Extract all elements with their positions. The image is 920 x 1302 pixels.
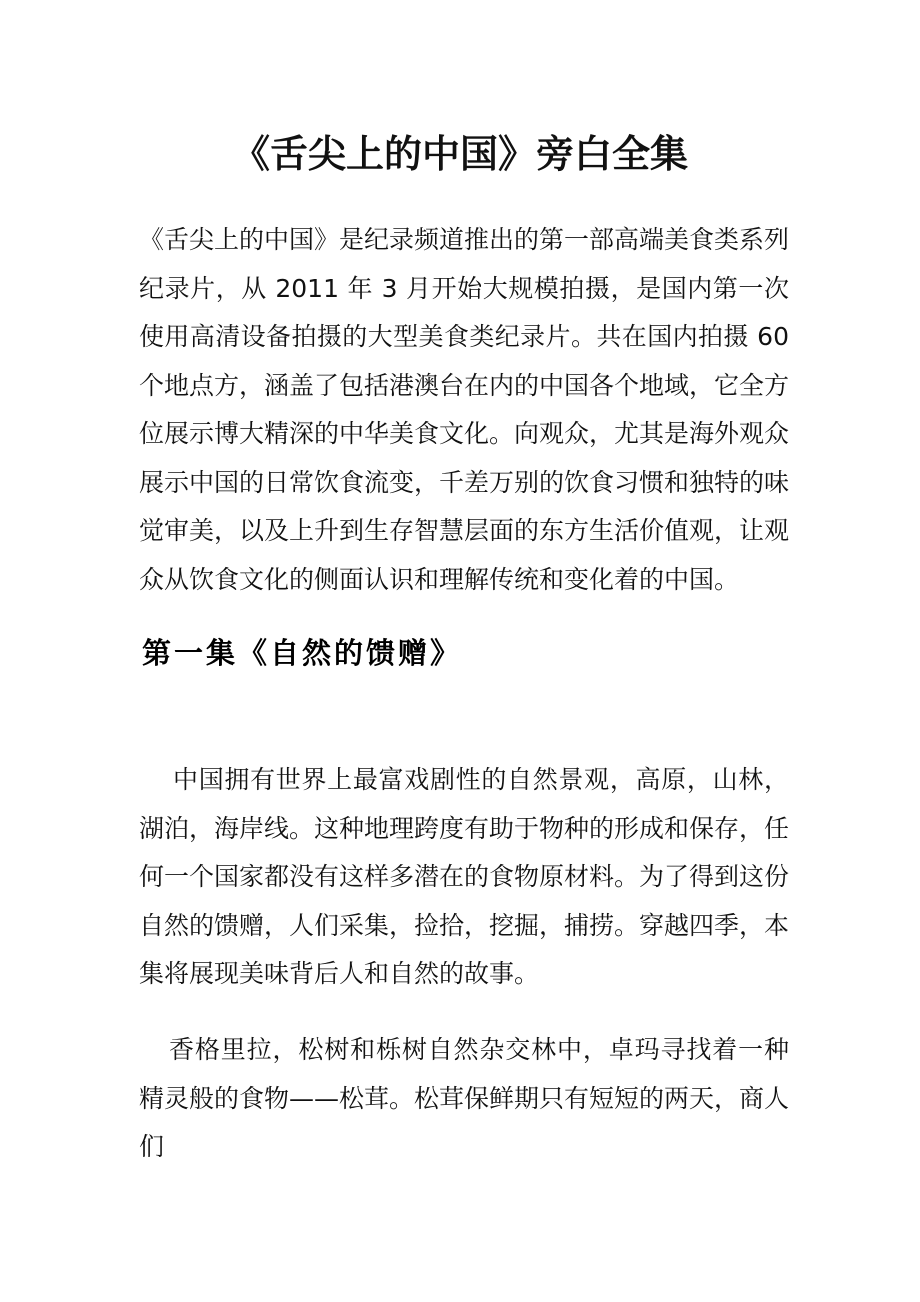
intro-paragraph: 《舌尖上的中国》是纪录频道推出的第一部高端美食类系列纪录片，从 2011 年 3 月开始大规模拍摄，是国内第一次使用高清设备拍摄的大型美食类纪录片。共在国内拍摄 60 个地点方，涵盖了包括港澳台在内的中国各个地域，它全方位展示博大精深的中华美食文化。向观众，尤其是海外观众展示中国的日常饮食流变，千差万别的饮食习惯和独特的味觉审美，以及上升到生存智慧层面的东方生活价值观，让观众从饮食文化的侧面认识和理解传统和变化着的中国。 <box>139 225 790 594</box>
chapter-heading: 第一集《自然的馈赠》 <box>142 636 463 670</box>
chapter-paragraph-2: 香格里拉，松树和栎树自然杂交林中，卓玛寻找着一种精灵般的食物——松茸。松茸保鲜期只有短短的两天，商人们 <box>139 1035 790 1161</box>
document-title: 《舌尖上的中国》旁白全集 <box>231 131 688 176</box>
chapter-paragraph-1: 中国拥有世界上最富戏剧性的自然景观，高原，山林，湖泊，海岸线。这种地理跨度有助于物种的形成和保存，任何一个国家都没有这样多潜在的食物原材料。为了得到这份自然的馈赠，人们采集，捡拾，挖掘，捕捞。穿越四季，本集将展现美味背后人和自然的故事。 <box>139 765 790 988</box>
